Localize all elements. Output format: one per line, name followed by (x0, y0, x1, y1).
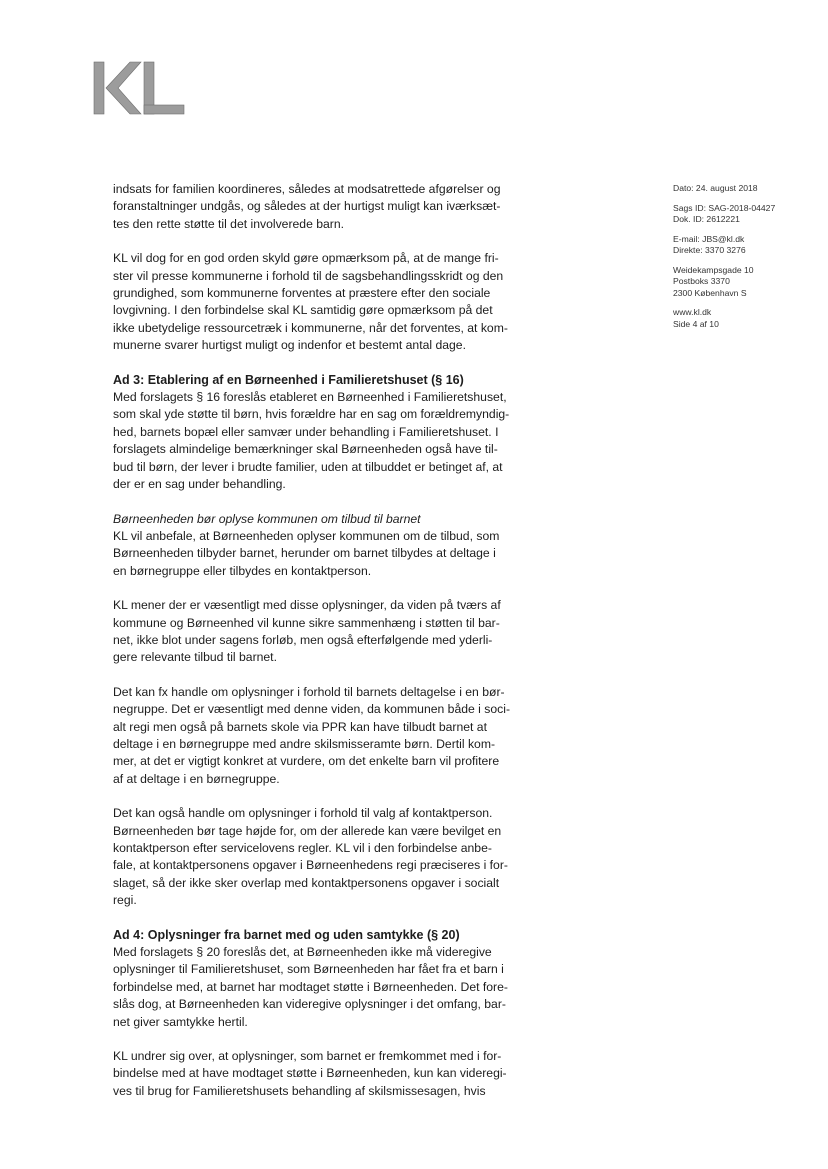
text-line: forbindelse med, at barnet har modtaget støtte i Børneenheden. Det fore- (113, 979, 508, 994)
text-line: bud til børn, der lever i brudte familier, uden at tilbuddet er betinget af, at (113, 459, 503, 474)
meta-email-row (673, 234, 803, 245)
meta-address-line: 2300 København S (673, 287, 747, 298)
meta-date: Dato: 24. august 2018 (673, 183, 758, 193)
meta-doc-id: Dok. ID: 2612221 (673, 214, 740, 225)
text-line: net giver samtykke hertil. (113, 1014, 248, 1029)
meta-email[interactable]: JBS@kl.dk (702, 233, 745, 244)
paragraph (113, 181, 558, 233)
text-line: Med forslagets § 16 foreslås etableret en Børneenhed i Familieretshuset, (113, 390, 507, 405)
text-line: fale, at kontaktpersonens opgaver i Børneenhedens regi præciseres i for- (113, 858, 508, 873)
paragraph (113, 250, 558, 354)
text-line: slaget, så der ikke sker overlap med kontaktpersonens opgaver i socialt (113, 875, 500, 890)
text-line: en børnegruppe eller tilbydes en kontaktperson. (113, 563, 372, 578)
letter-body (113, 181, 558, 1100)
text-line: slås dog, at Børneenheden kan videregive oplysninger i det omfang, bar- (113, 997, 506, 1012)
meta-page-number: Side 4 af 10 (673, 318, 719, 329)
text-line: mer, at det er vigtigt konkret at vurdere, om det enkelte barn vil profitere (113, 754, 500, 769)
paragraph (113, 944, 558, 1031)
text-line: Det kan også handle om oplysninger i forhold til valg af kontaktperson. (113, 806, 493, 821)
paragraph (113, 1048, 558, 1100)
text-line: grundighed, som kommunerne forventes at præstere efter den sociale (113, 286, 491, 301)
paragraph (113, 805, 558, 909)
text-line: KL vil dog for en god orden skyld gøre opmærksom på, at de mange fri- (113, 251, 499, 266)
text-line: indsats for familien koordineres, således at modsatrettede afgørelser og (113, 182, 501, 196)
text-line: ster vil presse kommunerne i forhold til de sagsbehandlingsskridt og den (113, 268, 504, 283)
paragraph (113, 389, 558, 493)
text-line: der er en sag under behandling. (113, 477, 286, 492)
meta-address-line: Weidekampsgade 10 (673, 264, 754, 275)
text-line: forslagets almindelige bemærkninger skal Børneenheden også have til- (113, 442, 498, 457)
text-line: negruppe. Det er væsentligt med denne viden, da kommunen både i soci- (113, 702, 511, 717)
meta-phone-label: Direkte: (673, 245, 703, 256)
text-line: ves til brug for Familieretshusets behandling af skilsmissesagen, hvis (113, 1083, 486, 1098)
text-line: KL vil anbefale, at Børneenheden oplyser kommunen om de tilbud, som (113, 528, 500, 543)
document-meta (673, 183, 803, 338)
paragraph (113, 511, 558, 581)
text-line: net, ikke blot under sagens forløb, men også efterfølgende med yderli- (113, 632, 493, 647)
text-line: KL undrer sig over, at oplysninger, som barnet er fremkommet med i for- (113, 1049, 502, 1064)
text-line: Børneenheden tilbyder barnet, herunder om barnet tilbydes at deltage i (113, 546, 496, 561)
text-line: hed, barnets bopæl eller samvær under behandling i Familieretshuset. I (113, 424, 499, 439)
text-line: af at deltage i en børnegruppe. (113, 771, 280, 786)
italic-subheading: Børneenheden bør oplyse kommunen om tilbud til barnet (113, 511, 421, 526)
text-line: oplysninger til Familieretshuset, som Børneenheden har fået fra et barn i (113, 962, 504, 977)
text-line: alt regi men også på barnets skole via PPR kan have tilbudt barnet at (113, 719, 487, 734)
text-line: kommune og Børneenhed vil kunne sikre sammenhæng i støtten til bar- (113, 615, 500, 630)
paragraph (113, 684, 558, 788)
text-line: Børneenheden bør tage højde for, om der allerede kan være bevilget en (113, 823, 502, 838)
text-line: lovgivning. I den forbindelse skal KL samtidig gøre opmærksom på det (113, 303, 493, 318)
text-line: munerne svarer hurtigst muligt og indenfor et bestemt antal dage. (113, 338, 466, 353)
text-line: KL mener der er væsentligt med disse oplysninger, da viden på tværs af (113, 598, 501, 613)
text-line: Det kan fx handle om oplysninger i forhold til barnets deltagelse i en bør- (113, 684, 505, 699)
meta-address-line: Postboks 3370 (673, 276, 730, 287)
text-line: gere relevante tilbud til barnet. (113, 650, 277, 665)
text-line: foranstaltninger undgås, og således at der hurtigst muligt kan iværksæt- (113, 199, 501, 214)
paragraph (113, 597, 558, 667)
meta-phone: 3370 3276 (705, 245, 746, 256)
text-line: tes den rette støtte til det involverede barn. (113, 216, 345, 231)
text-line: bindelse med at have modtaget støtte i Børneenheden, kun kan videregi- (113, 1066, 507, 1081)
text-line: som skal yde støtte til børn, hvis forældre har en sag om forældremyndig- (113, 407, 510, 422)
text-line: ikke ubetydelige ressourcetræk i kommunerne, når det forventes, at kom- (113, 320, 508, 335)
meta-website[interactable]: www.kl.dk (673, 307, 712, 318)
text-line: kontaktperson efter servicelovens regler. KL vil i den forbindelse anbe- (113, 841, 492, 855)
text-line: regi. (113, 893, 137, 908)
kl-logo (92, 60, 192, 116)
meta-case-id: Sags ID: SAG-2018-04427 (673, 202, 776, 213)
meta-email-label: E-mail: (673, 233, 700, 244)
meta-phone-row (673, 245, 803, 256)
text-line: deltage i en børnegruppe med andre skilsmisseramte børn. Dertil kom- (113, 736, 496, 751)
section-heading-ad4: Ad 4: Oplysninger fra barnet med og uden samtykke (§ 20) (113, 927, 460, 942)
text-line: Med forslagets § 20 foreslås det, at Børneenheden ikke må videregive (113, 945, 492, 960)
section-heading-ad3: Ad 3: Etablering af en Børneenhed i Familieretshuset (§ 16) (113, 372, 464, 387)
